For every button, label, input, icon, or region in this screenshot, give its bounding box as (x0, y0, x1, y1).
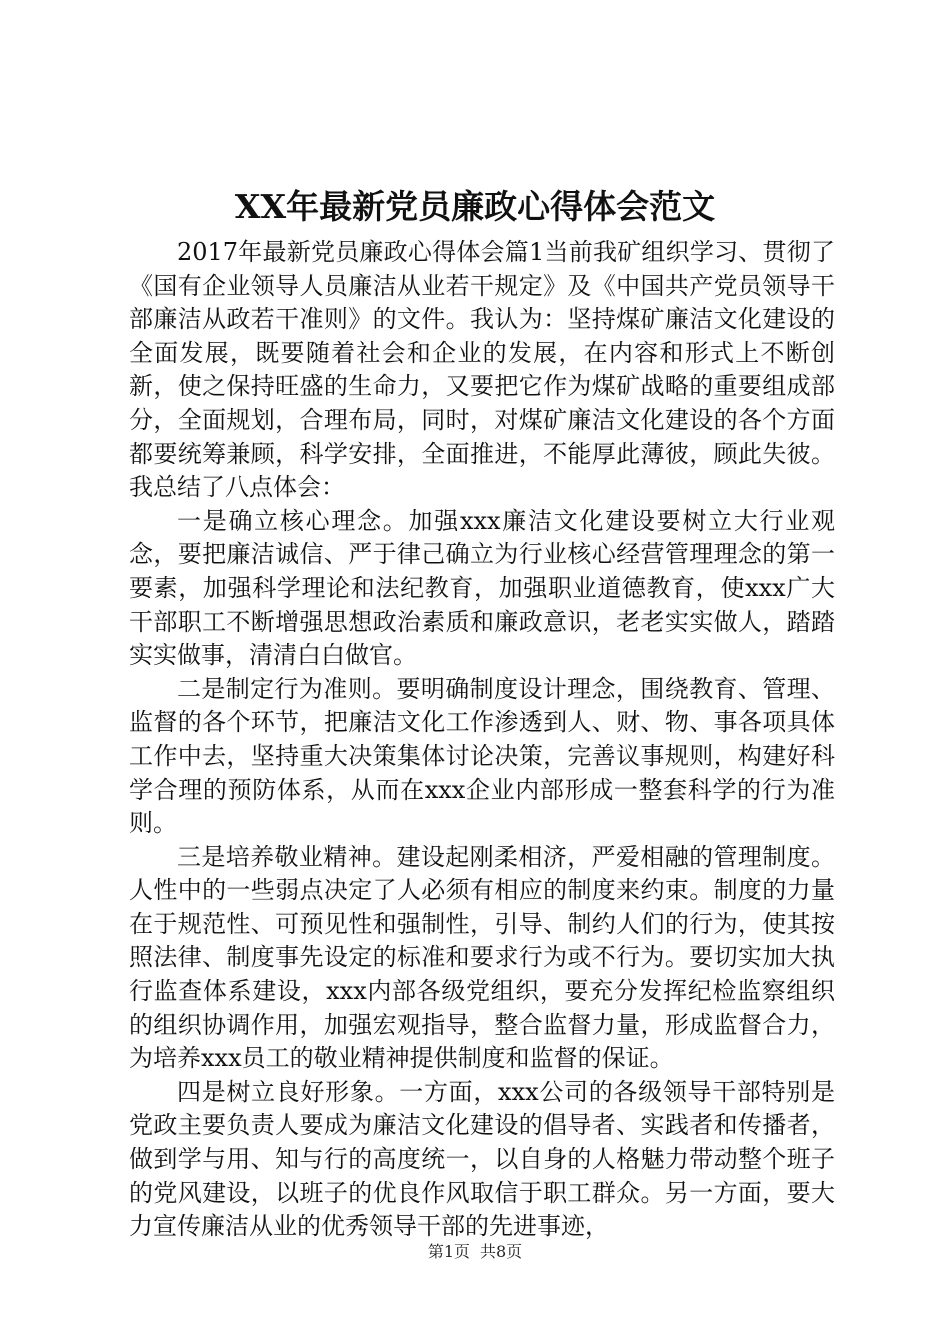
paragraph-point-3: 三是培养敬业精神。建设起刚柔相济，严爱相融的管理制度。人性中的一些弱点决定了人必须有相应的制度来约束。制度的力量在于规范性、可预见性和强制性，引导、制约人们的行为，使其按照法律、制度事先设定的标准和要求行为或不行为。要切实加大执行监查体系建设，xxx内部各级党组织，要充分发挥纪检监察组织的组织协调作用，加强宏观指导，整合监督力量，形成监督合力，为培养xxx员工的敬业精神提供制度和监督的保证。 (129, 842, 835, 1073)
page-total: 共8页 (480, 1242, 523, 1261)
paragraph-intro: 2017年最新党员廉政心得体会篇1当前我矿组织学习、贯彻了《国有企业领导人员廉洁从业若干规定》及《中国共产党员领导干部廉洁从政若干准则》的文件。我认为：坚持煤矿廉洁文化建设的全面发展，既要随着社会和企业的发展，在内容和形式上不断创新，使之保持旺盛的生命力，又要把它作为煤矿战略的重要组成部分，全面规划，合理布局，同时，对煤矿廉洁文化建设的各个方面都要统筹兼顾，科学安排，全面推进，不能厚此薄彼，顾此失彼。我总结了八点体会： (129, 238, 835, 502)
paragraph-point-4: 四是树立良好形象。一方面，xxx公司的各级领导干部特别是党政主要负责人要成为廉洁文化建设的倡导者、实践者和传播者，做到学与用、知与行的高度统一，以自身的人格魅力带动整个班子的党风建设，以班子的优良作风取信于职工群众。另一方面，要大力宣传廉洁从业的优秀领导干部的先进事迹， (129, 1077, 835, 1241)
document-body (129, 236, 835, 1244)
paragraph-point-2: 二是制定行为准则。要明确制度设计理念，围绕教育、管理、监督的各个环节，把廉洁文化工作渗透到人、财、物、事各项具体工作中去，坚持重大决策集体讨论决策，完善议事规则，构建好科学合理的预防体系，从而在xxx企业内部形成一整套科学的行为准则。 (129, 674, 835, 838)
page-footer (0, 1241, 950, 1263)
document-title: XX年最新党员廉政心得体会范文 (234, 187, 716, 226)
page-number: 第1页 (427, 1242, 470, 1261)
paragraph-point-1: 一是确立核心理念。加强xxx廉洁文化建设要树立大行业观念，要把廉洁诚信、严于律己确立为行业核心经营管理理念的第一要素，加强科学理论和法纪教育，加强职业道德教育，使xxx广大干部职工不断增强思想政治素质和廉政意识，老老实实做人，踏踏实实做事，清清白白做官。 (129, 506, 835, 670)
